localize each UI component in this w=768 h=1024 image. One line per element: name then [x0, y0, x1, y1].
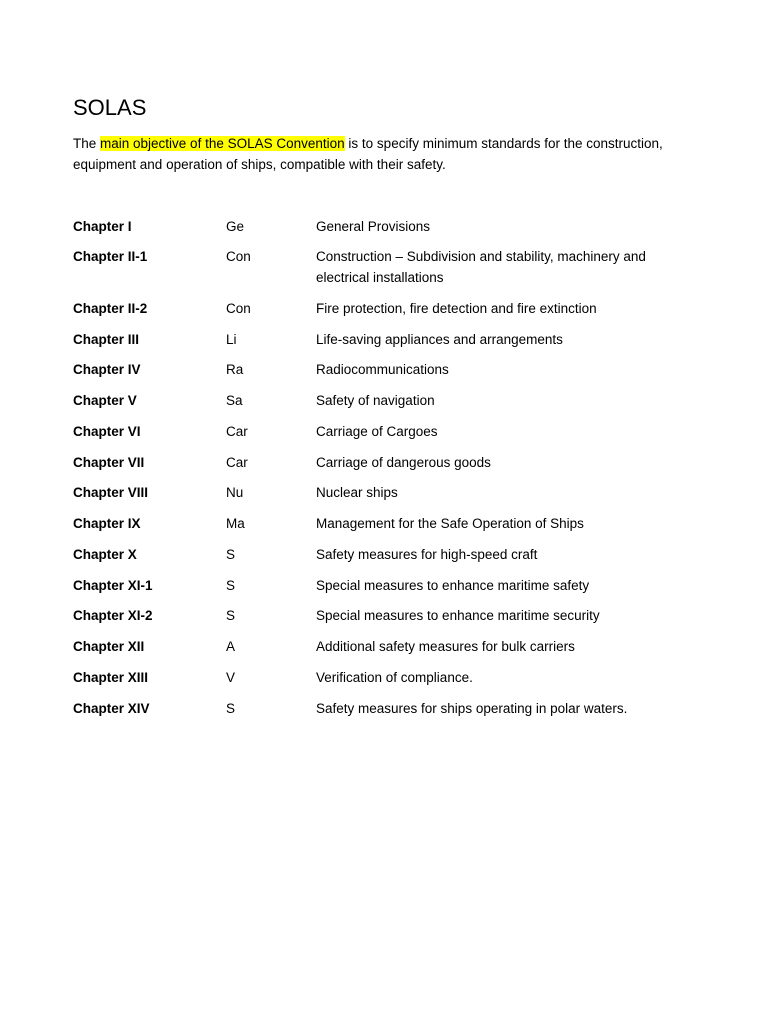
chapter-abbr: Ma — [226, 516, 245, 531]
chapter-description: Nuclear ships — [316, 485, 398, 500]
chapter-abbr: Ra — [226, 362, 244, 377]
chapter-description: Carriage of Cargoes — [316, 424, 438, 439]
intro-paragraph — [73, 133, 713, 175]
chapter-abbr: S — [226, 701, 236, 716]
chapter-number: Chapter II-1 — [73, 249, 148, 264]
chapter-abbr: V — [226, 670, 236, 685]
chapter-number: Chapter IV — [73, 362, 141, 377]
intro-suffix: is to specify minimum standards for the construction, equipment and operation of ships, compatible with their safety. — [73, 136, 663, 172]
chapter-number: Chapter IX — [73, 516, 141, 531]
chapter-abbr: S — [226, 608, 236, 623]
intro-prefix: The — [73, 136, 101, 151]
chapter-abbr: S — [226, 578, 236, 593]
chapter-number: Chapter XI-1 — [73, 578, 153, 593]
chapter-description: Safety measures for high-speed craft — [316, 547, 538, 562]
chapter-description: Radiocommunications — [316, 362, 449, 377]
intro-highlight: main objective of the SOLAS Convention — [100, 136, 345, 151]
chapter-number: Chapter II-2 — [73, 301, 148, 316]
chapter-number: Chapter VII — [73, 455, 145, 470]
chapter-abbr: S — [226, 547, 236, 562]
chapter-abbr: Sa — [226, 393, 243, 408]
chapter-number: Chapter III — [73, 332, 140, 347]
chapter-description: Management for the Safe Operation of Ships — [316, 516, 584, 531]
chapter-abbr: Ge — [226, 219, 245, 234]
chapter-description: Safety of navigation — [316, 393, 435, 408]
chapter-number: Chapter XII — [73, 639, 145, 654]
chapter-number: Chapter V — [73, 393, 137, 408]
chapter-description: Construction – Subdivision and stability, machinery and electrical installations — [316, 249, 646, 285]
chapter-number: Chapter XIV — [73, 701, 150, 716]
chapter-abbr: Con — [226, 301, 251, 316]
page-title: SOLAS — [73, 95, 147, 120]
chapter-abbr: A — [226, 639, 236, 654]
chapter-abbr: Car — [226, 424, 248, 439]
chapter-description: Verification of compliance. — [316, 670, 473, 685]
chapter-description: Special measures to enhance maritime security — [316, 608, 600, 623]
chapter-description: Additional safety measures for bulk carriers — [316, 639, 575, 654]
chapter-abbr: Li — [226, 332, 237, 347]
chapter-number: Chapter VI — [73, 424, 141, 439]
chapter-number: Chapter XI-2 — [73, 608, 153, 623]
chapter-description: General Provisions — [316, 219, 431, 234]
chapter-number: Chapter X — [73, 547, 137, 562]
chapter-abbr: Car — [226, 455, 248, 470]
chapter-abbr: Nu — [226, 485, 244, 500]
chapter-description: Life-saving appliances and arrangements — [316, 332, 563, 347]
chapter-number: Chapter I — [73, 219, 132, 234]
chapter-description: Fire protection, fire detection and fire extinction — [316, 301, 597, 316]
chapter-number: Chapter VIII — [73, 485, 149, 500]
chapter-abbr: Con — [226, 249, 251, 264]
chapter-description: Safety measures for ships operating in polar waters. — [316, 701, 628, 716]
chapter-description: Special measures to enhance maritime safety — [316, 578, 590, 593]
chapter-description: Carriage of dangerous goods — [316, 455, 491, 470]
chapter-number: Chapter XIII — [73, 670, 149, 685]
